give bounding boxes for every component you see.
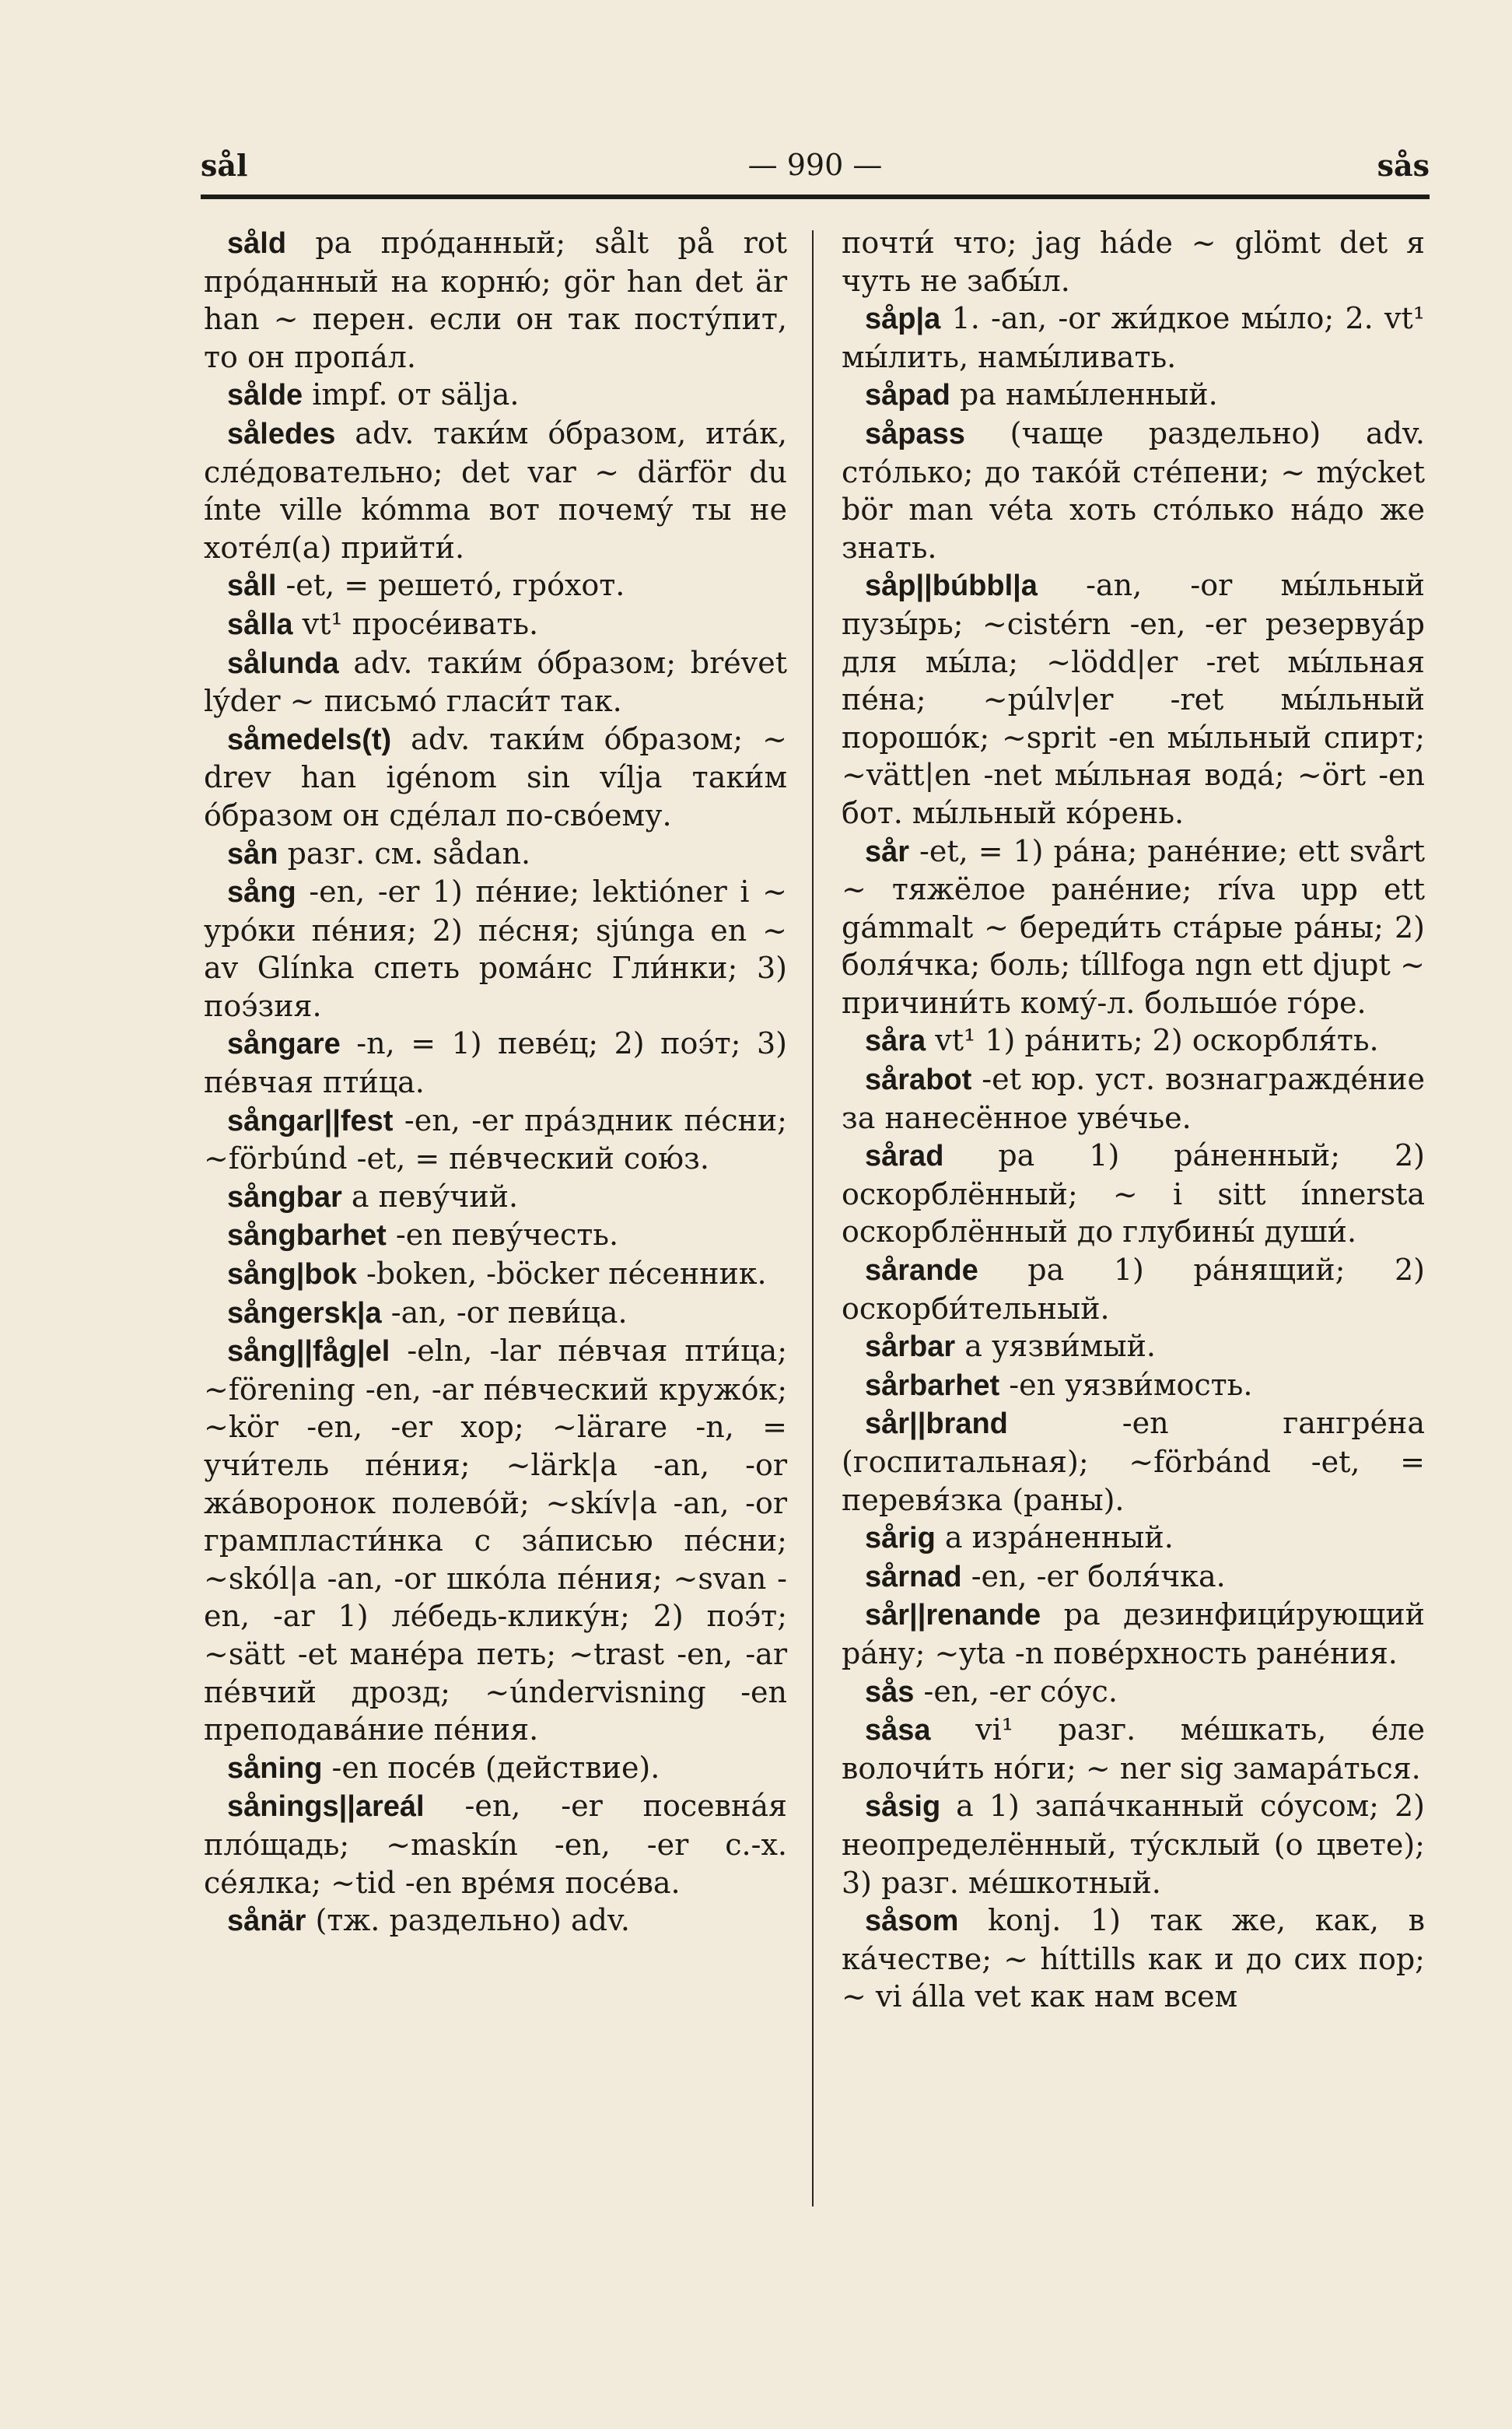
entry-headword: sångar||fest <box>227 1104 394 1137</box>
dictionary-entry <box>842 832 1425 1022</box>
dictionary-entry <box>842 566 1425 832</box>
dictionary-entry <box>204 376 787 415</box>
entry-headword: sån <box>227 837 278 871</box>
entry-headword: såpass <box>865 417 965 450</box>
dictionary-entry <box>842 1060 1425 1137</box>
entry-definition: почти́ что; jag háde ~ glömt det я чуть не забы́л. <box>842 226 1425 298</box>
entry-definition: pa 1) ра́нящий; 2) оскорби́тельный. <box>842 1253 1425 1326</box>
entry-definition: -eln, -lar пе́вчая пти́ца; ~förening -en, -ar пе́вческий кружо́к; ~kör -en, -er хор; ~lärare -n, = учи́тель пе́ния; ~lärk|a -an, -or жа́воронок полево́й; ~skív|a -an, -or грампласти́нка с за́писью пе́сни; ~skól|a -an, -or шко́ла пе́ния; ~svan -en, -ar 1) ле́бедь-клику́н; 2) поэ́т; ~sätt -et мане́ра петь; ~trast -en, -ar пе́вчий дрозд; ~úndervisning -en преподава́ние пе́ния. <box>204 1334 787 1747</box>
entry-headword: såpad <box>865 379 950 412</box>
entry-headword: sårad <box>865 1140 944 1173</box>
entry-definition: -et юр. уст. вознагражде́ние за нанесённое уве́чье. <box>842 1062 1425 1135</box>
dictionary-entry <box>842 376 1425 415</box>
entry-definition: -en, -er 1) пе́ние; lektióner i ~ уро́ки пе́ния; 2) пе́сня; sjúnga en ~ av Glínka спеть рома́нс Гли́нки; 3) поэ́зия. <box>204 875 787 1023</box>
entry-definition: a изра́ненный. <box>935 1520 1174 1555</box>
entry-definition: 1. -an, -or жи́дкое мы́ло; 2. vt¹ мы́лить, намы́ливать. <box>842 301 1425 374</box>
dictionary-entry <box>204 873 787 1025</box>
dictionary-entry <box>842 300 1425 376</box>
dictionary-entry <box>204 1216 787 1255</box>
entry-definition: vt¹ просе́ивать. <box>292 606 539 641</box>
column-divider <box>812 230 814 2206</box>
dictionary-entry <box>842 1519 1425 1558</box>
entry-headword: sånär <box>227 1905 306 1938</box>
entry-definition: adv. таки́м о́бразом; brévet lýder ~ письмо́ гласи́т так. <box>204 645 787 719</box>
dictionary-entry <box>204 224 787 376</box>
entry-definition: -en певу́честь. <box>386 1218 619 1253</box>
dictionary-entry <box>204 605 787 644</box>
entry-definition: (чаще раздельно) adv. сто́лько; до тако́й сте́пени; ~ mýcket bör man véta хоть сто́лько на́до же знать. <box>842 415 1425 565</box>
dictionary-entry <box>204 1787 787 1901</box>
header-right-guide-word: sås <box>1377 148 1430 183</box>
entry-definition: pa дезинфици́рующий ра́ну; ~yta -n пове́рхность ране́ния. <box>842 1597 1425 1670</box>
entry-headword: således <box>227 417 336 450</box>
dictionary-entry <box>842 1673 1425 1712</box>
entry-definition: -en уязви́мость. <box>999 1367 1253 1402</box>
entry-headword: sårbar <box>865 1330 956 1364</box>
dictionary-entry <box>204 835 787 874</box>
entry-headword: sånings||areál <box>227 1790 425 1824</box>
entry-headword: sår <box>865 835 910 868</box>
entry-headword: såsa <box>865 1714 931 1747</box>
entry-definition: -en, -er со́ус. <box>914 1674 1118 1709</box>
dictionary-entry <box>204 720 787 835</box>
entry-headword: sång||fåg|el <box>227 1335 390 1369</box>
dictionary-entry <box>842 1596 1425 1672</box>
entry-headword: såll <box>227 570 277 603</box>
entry-definition: -en посе́в (действие). <box>322 1750 660 1785</box>
entry-definition: -an, -or мы́льный пузы́рь; ~cistérn -en, -er резервуа́р для мы́ла; ~lödd|er -ret мы́льная пе́на; ~púlv|er -ret мы́льный порошо́к; ~sprit -en мы́льный спирт; ~vätt|en -net мы́льная вода́; ~ört -en бот. мы́льный ко́рень. <box>842 568 1425 830</box>
dictionary-entry <box>204 415 787 566</box>
entry-headword: sårig <box>865 1522 936 1555</box>
dictionary-entry <box>204 1102 787 1178</box>
entry-definition: -et, = 1) ра́на; ране́ние; ett svårt ~ тяжёлое ране́ние; ríva upp ett gámmalt ~ береди́ть ста́рые ра́ны; 2) боля́чка; боль; tíllfoga ngn ett djupt ~ причини́ть кому́-л. большо́е го́ре. <box>842 833 1425 1020</box>
dictionary-entry <box>204 566 787 605</box>
dictionary-entry <box>204 644 787 720</box>
entry-headword: sår||renande <box>865 1599 1041 1632</box>
dictionary-entry <box>204 1025 787 1101</box>
dictionary-entry <box>842 1022 1425 1060</box>
dictionary-entry <box>842 415 1425 566</box>
entry-headword: sång|bok <box>227 1258 357 1292</box>
dictionary-entry <box>842 1901 1425 2016</box>
entry-headword: sårande <box>865 1254 978 1288</box>
right-column <box>842 224 1425 2016</box>
entry-definition: a 1) запа́чканный со́усом; 2) неопределённый, ту́склый (о цвете); 3) разг. ме́шкотный. <box>842 1789 1425 1900</box>
entry-definition: pa 1) ра́ненный; 2) оскорблённый; ~ i sitt ínnersta оскорблённый до глубины́ души́. <box>842 1138 1425 1250</box>
entry-headword: sångbarhet <box>227 1219 387 1253</box>
entry-definition: -en, -er пра́здник пе́сни; ~förbúnd -et, = пе́вческий сою́з. <box>204 1102 787 1176</box>
entry-headword: såning <box>227 1751 323 1785</box>
entry-definition: -an, -or певи́ца. <box>381 1295 628 1330</box>
header-rule <box>201 195 1430 199</box>
entry-definition: -et, = решето́, гро́хот. <box>276 568 625 603</box>
dictionary-entry <box>842 1366 1425 1405</box>
entry-definition: adv. таки́м о́бразом, ита́к, сле́довательно; det var ~ därför du ínte ville kómma вот почему́ ты не хоте́л(а) прийти́. <box>204 415 787 565</box>
entry-headword: såmedels(t) <box>227 723 392 756</box>
entry-definition: a певу́чий. <box>341 1179 519 1214</box>
dictionary-entry <box>842 1787 1425 1901</box>
entry-definition: pa про́данный; sålt på rot про́данный на корню́; gör han det är han ~ перен. если он так посту́пит, то он пропа́л. <box>204 226 787 374</box>
entry-definition: (тж. раздельно) adv. <box>306 1903 630 1938</box>
entry-definition: -en, -er посевна́я пло́щадь; ~maskín -en, -er с.-х. се́ялка; ~tid -en вре́мя посе́ва. <box>204 1789 787 1900</box>
dictionary-entry <box>842 224 1425 300</box>
entry-definition: adv. таки́м о́бразом; ~ drev han igénom sin vílja таки́м о́бразом он сде́лал по-сво́ему. <box>204 721 787 832</box>
page-header <box>201 148 1430 195</box>
entry-headword: sår||brand <box>865 1407 1008 1441</box>
entry-definition: vi¹ разг. ме́шкать, е́ле волочи́ть но́ги; ~ ner sig замара́ться. <box>842 1712 1425 1786</box>
entry-headword: sårabot <box>865 1064 972 1097</box>
entry-definition: a уязви́мый. <box>955 1329 1157 1364</box>
dictionary-entry <box>204 1901 787 1940</box>
dictionary-entry <box>842 1558 1425 1597</box>
dictionary-entry <box>204 1255 787 1294</box>
entry-headword: såsom <box>865 1905 959 1938</box>
entry-headword: såra <box>865 1025 926 1058</box>
entry-headword: sångbar <box>227 1180 342 1214</box>
dictionary-entry <box>842 1404 1425 1519</box>
entry-definition: -n, = 1) певе́ц; 2) поэ́т; 3) пе́вчая пти́ца. <box>204 1026 787 1100</box>
dictionary-entry <box>842 1711 1425 1787</box>
left-column <box>204 224 787 1940</box>
entry-headword: såp||búbbl|a <box>865 570 1038 603</box>
entry-headword: sångersk|a <box>227 1296 382 1330</box>
entry-definition: -en гангре́на (госпитальная); ~förbánd -et, = перевя́зка (раны). <box>842 1406 1425 1517</box>
entry-headword: sås <box>865 1675 915 1709</box>
page-number: — 990 — <box>747 148 883 182</box>
dictionary-entry <box>842 1327 1425 1366</box>
entry-definition: vt¹ 1) ра́нить; 2) оскорбля́ть. <box>926 1023 1379 1058</box>
entry-headword: sång <box>227 876 296 910</box>
entry-definition: -boken, -böcker пе́сенник. <box>356 1257 767 1292</box>
entry-headword: såsig <box>865 1790 941 1824</box>
entry-headword: sårbarhet <box>865 1369 1000 1402</box>
entry-definition: разг. см. sådan. <box>278 836 531 871</box>
dictionary-entry <box>204 1332 787 1749</box>
entry-definition: -en, -er боля́чка. <box>961 1558 1226 1593</box>
entry-headword: sålde <box>227 379 303 412</box>
entry-headword: sårnad <box>865 1560 962 1593</box>
dictionary-entry <box>204 1749 787 1788</box>
entry-headword: såp|a <box>865 303 941 336</box>
entry-headword: sålla <box>227 608 293 641</box>
entry-definition: pa намы́ленный. <box>950 377 1218 412</box>
entry-definition: impf. от sälja. <box>303 377 520 412</box>
header-left-guide-word: sål <box>201 148 248 183</box>
entry-headword: sålunda <box>227 647 339 680</box>
dictionary-entry <box>842 1137 1425 1251</box>
dictionary-entry <box>842 1251 1425 1327</box>
entry-definition: konj. 1) так же, как, в ка́честве; ~ híttills как и до сих пор; ~ vi álla vet как нам всем <box>842 1903 1425 2014</box>
entry-headword: sångare <box>227 1028 341 1061</box>
entry-headword: såld <box>227 227 287 260</box>
dictionary-entry <box>204 1294 787 1333</box>
dictionary-entry <box>204 1178 787 1217</box>
